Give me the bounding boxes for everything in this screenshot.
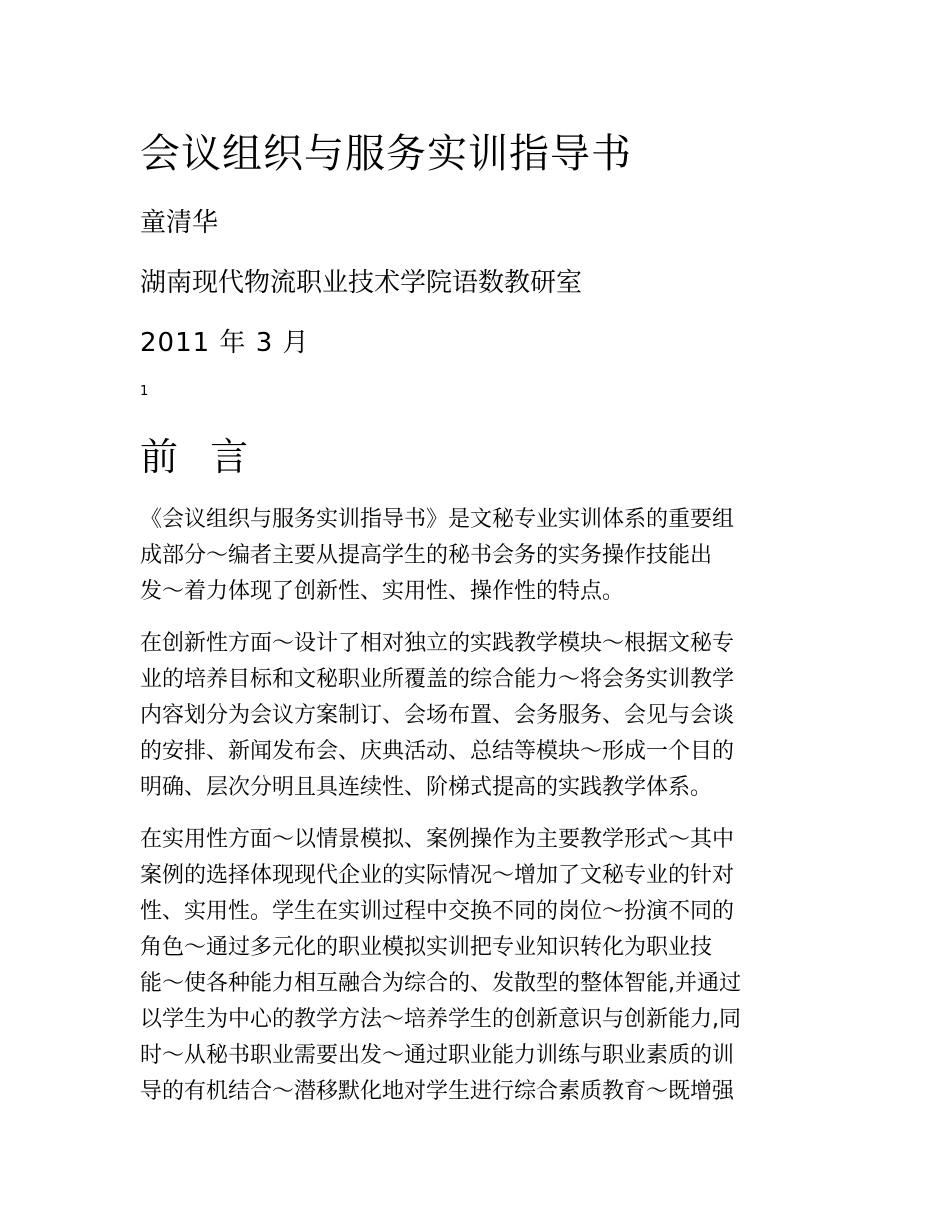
preface-paragraph-2 (140, 626, 820, 806)
paragraph-line: 在实用性方面～以情景模拟、案例操作为主要教学形式～其中 (140, 827, 735, 852)
preface-heading: 前 言 (140, 435, 259, 479)
institution-name: 湖南现代物流职业技术学院语数教研室 (140, 268, 583, 298)
paragraph-line: 发～着力体现了创新性、实用性、操作性的特点。 (140, 579, 625, 604)
paragraph-line: 成部分～编者主要从提高学生的秘书会务的实务操作技能出 (140, 543, 713, 568)
paragraph-line: 时～从秘书职业需要出发～通过职业能力训练与职业素质的训 (140, 1043, 735, 1068)
paragraph-line: 《会议组织与服务实训指导书》是文秘专业实训体系的重要组 (140, 507, 735, 532)
paragraph-line: 案例的选择体现现代企业的实际情况～增加了文秘专业的针对 (140, 863, 735, 888)
author-name: 童清华 (140, 208, 219, 238)
paragraph-line: 业的培养目标和文秘职业所覆盖的综合能力～将会务实训教学 (140, 667, 735, 692)
preface-paragraph-1 (140, 502, 820, 610)
paragraph-line: 性、实用性。学生在实训过程中交换不同的岗位～扮演不同的 (140, 899, 735, 924)
paragraph-line: 的安排、新闻发布会、庆典活动、总结等模块～形成一个目的 (140, 739, 735, 764)
paragraph-line: 能～使各种能力相互融合为综合的、发散型的整体智能,并通过 (140, 971, 741, 996)
paragraph-line: 导的有机结合～潜移默化地对学生进行综合素质教育～既增强 (140, 1079, 735, 1104)
paragraph-line: 明确、层次分明且具连续性、阶梯式提高的实践教学体系。 (140, 775, 713, 800)
publication-date: 2011 年 3 月 (140, 328, 310, 358)
paragraph-line: 以学生为中心的教学方法～培养学生的创新意识与创新能力,同 (140, 1007, 741, 1032)
page-number: 1 (140, 384, 149, 399)
paragraph-line: 在创新性方面～设计了相对独立的实践教学模块～根据文秘专 (140, 631, 735, 656)
preface-paragraph-3 (140, 822, 820, 1110)
preface-body (140, 502, 820, 1126)
document-title: 会议组织与服务实训指导书 (140, 131, 632, 177)
paragraph-line: 内容划分为会议方案制订、会场布置、会务服务、会见与会谈 (140, 703, 735, 728)
paragraph-line: 角色～通过多元化的职业模拟实训把专业知识转化为职业技 (140, 935, 713, 960)
